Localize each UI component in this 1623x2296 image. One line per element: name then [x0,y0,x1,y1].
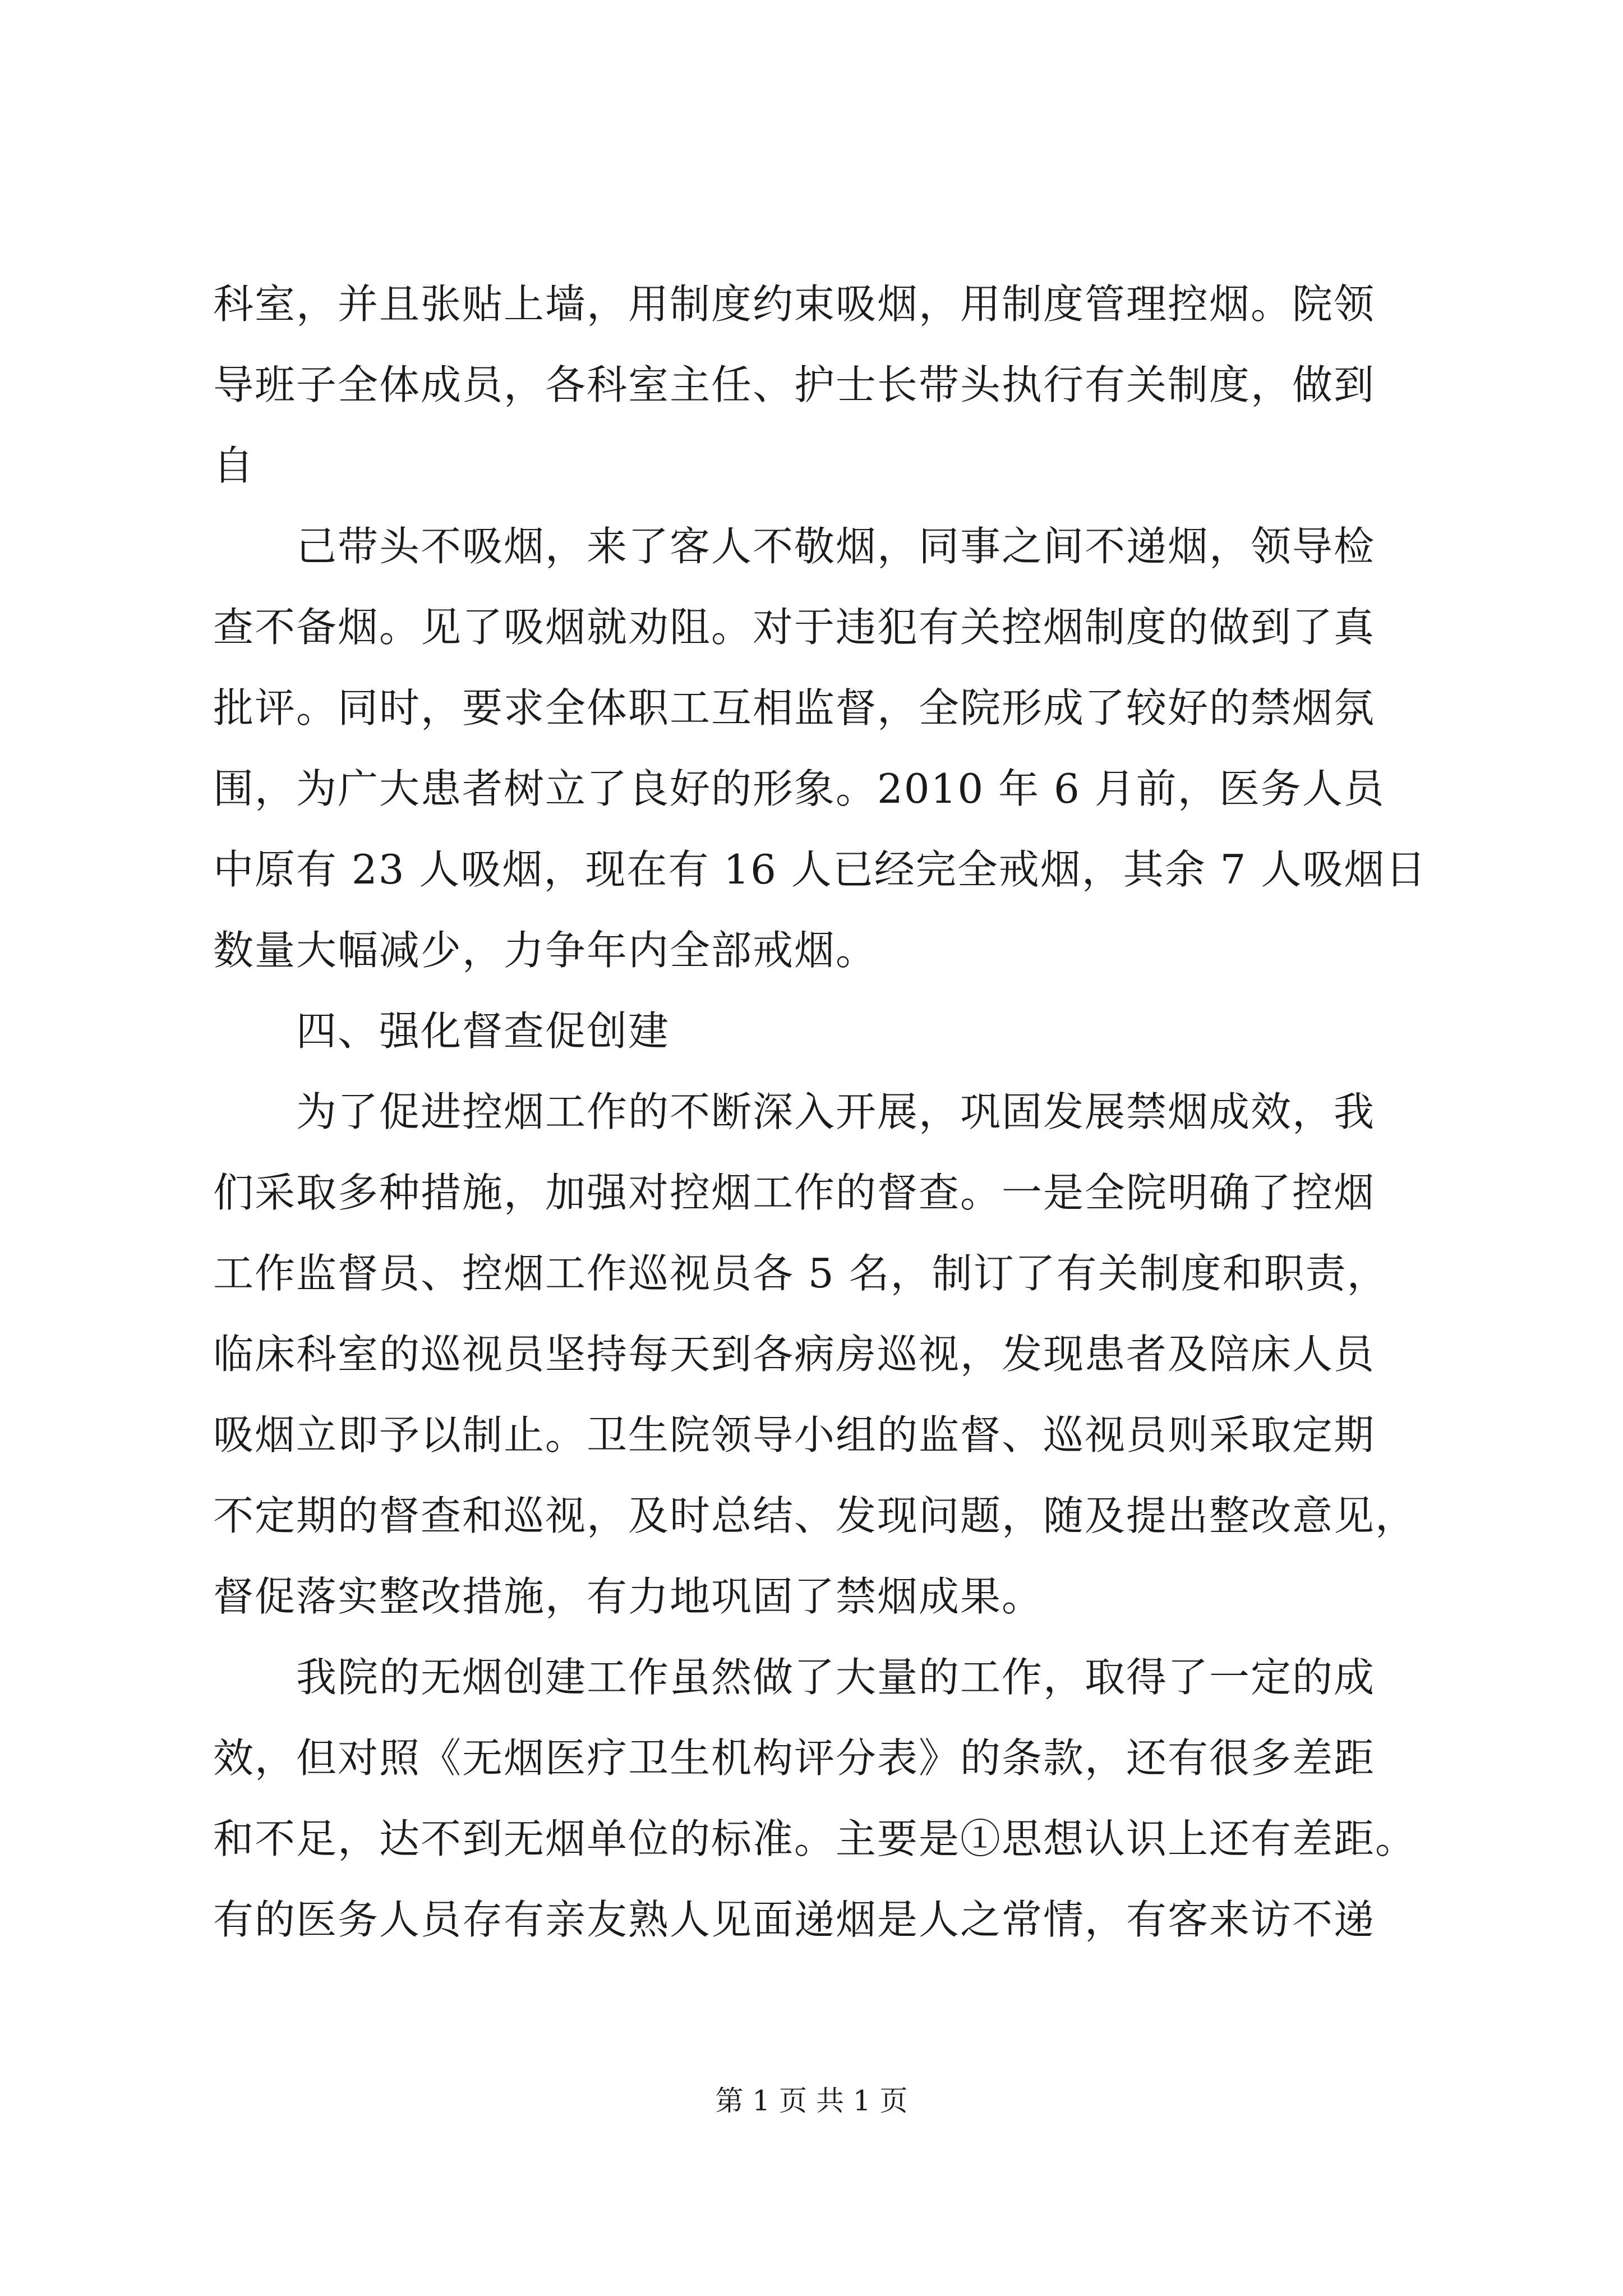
text-line: 围，为广大患者树立了良好的形象。2010 年 6 月前，医务人员 [213,765,1385,812]
text-line: 督促落实整改措施，有力地巩固了禁烟成果。 [213,1573,1044,1620]
text-line: 为了促进控烟工作的不断深入开展，巩固发展禁烟成效，我 [296,1088,1376,1135]
text-line: 导班子全体成员，各科室主任、护士长带头执行有关制度，做到 [213,361,1376,408]
text-line: 工作监督员、控烟工作巡视员各 5 名，制订了有关制度和职责， [213,1250,1389,1297]
text-line: 效，但对照《无烟医疗卫生机构评分表》的条款，还有很多差距 [213,1734,1376,1782]
text-line: 中原有 23 人吸烟，现在有 16 人已经完全戒烟，其余 7 人吸烟日 [213,846,1427,893]
text-line: 们采取多种措施，加强对控烟工作的督查。一是全院明确了控烟 [213,1169,1376,1216]
text-line: 数量大幅减少，力争年内全部戒烟。 [213,927,878,974]
text-line: 己带头不吸烟，来了客人不敬烟，同事之间不递烟，领导检 [296,523,1376,570]
document-body [213,264,1430,1960]
text-line: 有的医务人员存有亲友熟人见面递烟是人之常情，有客来访不递 [213,1896,1376,1943]
text-line: 自 [213,442,255,489]
text-line: 查不备烟。见了吸烟就劝阻。对于违犯有关控烟制度的做到了真 [213,604,1376,651]
text-line: 临床科室的巡视员坚持每天到各病房巡视，发现患者及陪床人员 [213,1331,1376,1378]
text-line: 和不足，达不到无烟单位的标准。主要是①思想认识上还有差距。 [213,1815,1417,1862]
text-line: 不定期的督查和巡视，及时总结、发现问题，随及提出整改意见， [213,1492,1417,1539]
text-line: 科室，并且张贴上墙，用制度约束吸烟，用制度管理控烟。院领 [213,280,1376,328]
page-number-footer: 第 1 页 共 1 页 [715,2085,908,2117]
text-line: 我院的无烟创建工作虽然做了大量的工作，取得了一定的成 [296,1654,1376,1701]
text-line: 批评。同时，要求全体职工互相监督，全院形成了较好的禁烟氛 [213,684,1376,731]
section-heading: 四、强化督查促创建 [296,1007,670,1055]
text-line: 吸烟立即予以制止。卫生院领导小组的监督、巡视员则采取定期 [213,1411,1376,1458]
